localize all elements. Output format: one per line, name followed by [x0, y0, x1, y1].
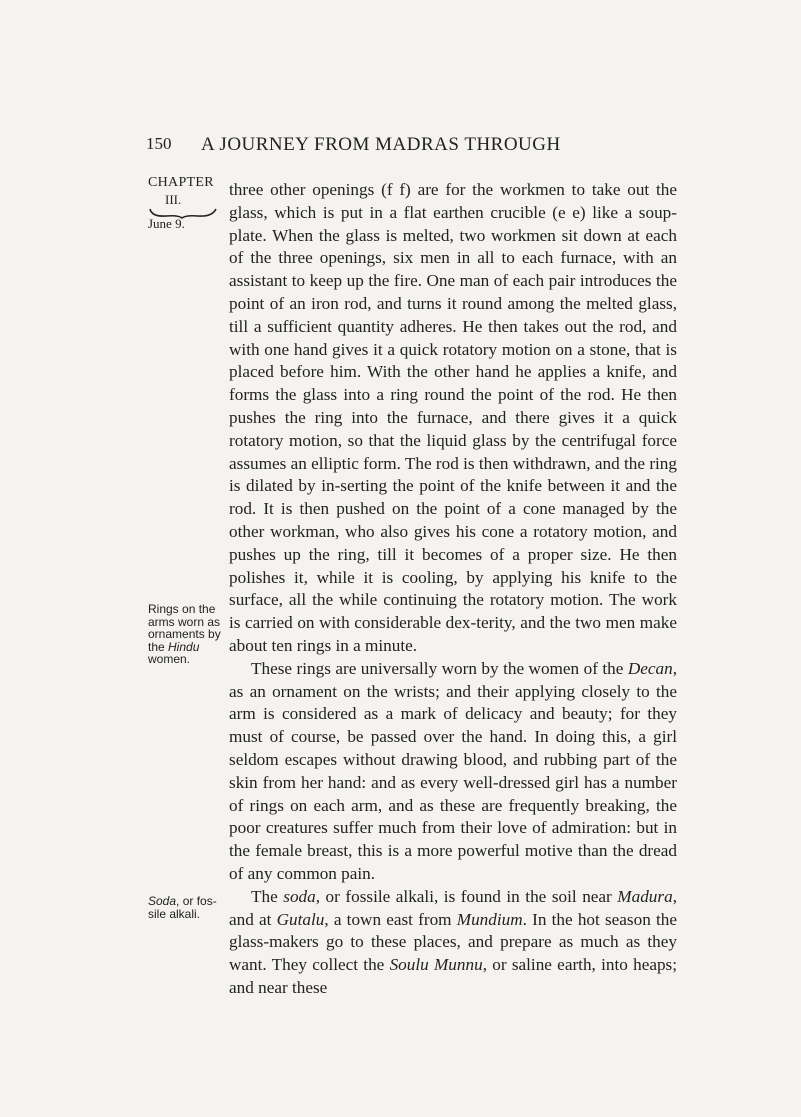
sidenote-rings: Rings on the arms worn as ornaments by the Hindu women. [148, 602, 221, 666]
running-head: A JOURNEY FROM MADRAS THROUGH [201, 134, 561, 155]
paragraph-1: three other openings (f f) are for the workmen to take out the glass, which is put in a flat earthen crucible (e e) like a soup-plate. When the glass is melted, two workmen sit down at each of the three openings, six men in all to each furnace, with an assistant to keep up the fire. One man of each pair introduces the point of an iron rod, and turns it round among the melted glass, till a sufficient quantity adheres. He then takes out the rod, and with one hand gives it a quick rotatory motion on a stone, that is placed before him. With the other hand he applies a knife, and forms the glass into a ring round the point of the rod. He then pushes the ring into the furnace, and there gives it a quick rotatory motion, so that the liquid glass by the centrifugal force assumes an elliptic form. The rod is then withdrawn, and the ring is dilated by in-serting the point of the knife between it and the rod. It is then pushed on the point of a cone managed by the other workman, who also gives his cone a rotatory motion, and pushes up the ring, till it becomes of a proper size. He then polishes it, while it is cooling, by applying his knife to the surface, all the while continuing the rotatory motion. The work is carried on with considerable dex-terity, and the two men make about ten rings in a minute. [229, 180, 677, 655]
body-text [229, 179, 677, 1000]
paragraph-3: The soda, or fossile alkali, is found in the soil near Madura, and at Gutalu, a town east from Mundium. In the hot season the glass-makers go to these places, and prepare as much as they want. They collect the Soulu Munnu, or saline earth, into heaps; and near these [229, 886, 678, 997]
chapter-number: III. [165, 192, 182, 207]
chapter-label: CHAPTER [148, 175, 214, 190]
page-number: 150 [146, 134, 172, 153]
page-header [146, 134, 676, 158]
sidenote-soda: Soda, or fos-sile alkali. [148, 894, 217, 921]
paragraph-2: These rings are universally worn by the women of the Decan, as an ornament on the wrists; and their applying closely to the arm is considered as a mark of delicacy and beauty; for they must of course, be passed over the hand. In doing this, a girl seldom escapes without drawing blood, and rubbing part of the skin from her hand: and as every well-dressed girl has a number of rings on each arm, and as these are frequently breaking, the poor creatures suffer much from their love of admiration: but in the female breast, this is a more powerful motive than the dread of any common pain. [229, 658, 677, 883]
date-note: June 9. [148, 216, 185, 231]
